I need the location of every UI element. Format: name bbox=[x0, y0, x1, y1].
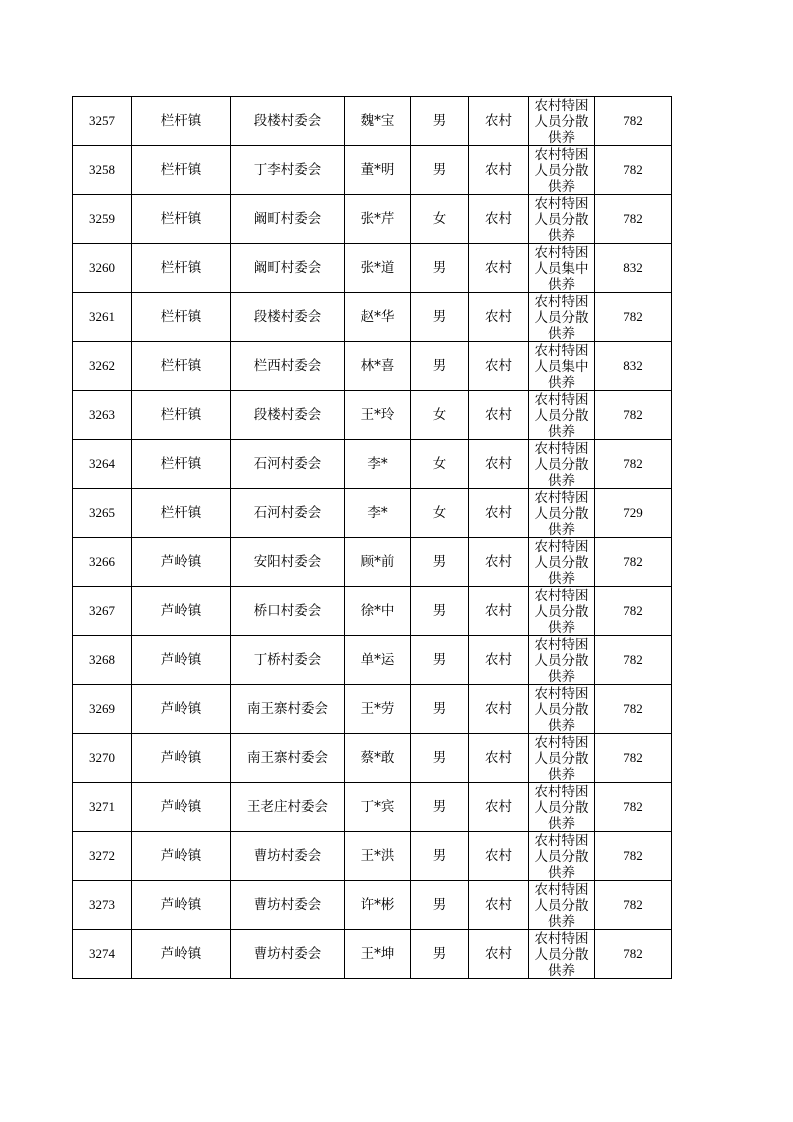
cell-amount: 782 bbox=[595, 930, 672, 979]
support-category-text: 农村特困人员分散供养 bbox=[534, 637, 589, 684]
cell-serial-number: 3261 bbox=[73, 293, 132, 342]
table-row bbox=[73, 342, 672, 391]
cell-town: 芦岭镇 bbox=[132, 538, 231, 587]
cell-residence-type: 农村 bbox=[469, 930, 529, 979]
cell-residence-type: 农村 bbox=[469, 293, 529, 342]
table-row bbox=[73, 146, 672, 195]
cell-support-category bbox=[529, 97, 595, 146]
cell-amount: 782 bbox=[595, 685, 672, 734]
cell-gender: 男 bbox=[411, 685, 469, 734]
cell-gender: 女 bbox=[411, 489, 469, 538]
cell-serial-number: 3257 bbox=[73, 97, 132, 146]
cell-serial-number: 3271 bbox=[73, 783, 132, 832]
table-row bbox=[73, 195, 672, 244]
cell-support-category bbox=[529, 244, 595, 293]
cell-town: 芦岭镇 bbox=[132, 881, 231, 930]
cell-serial-number: 3268 bbox=[73, 636, 132, 685]
cell-amount: 782 bbox=[595, 97, 672, 146]
support-category-text: 农村特困人员分散供养 bbox=[534, 735, 589, 782]
cell-village-committee: 曹坊村委会 bbox=[231, 930, 345, 979]
cell-gender: 男 bbox=[411, 832, 469, 881]
cell-gender: 男 bbox=[411, 587, 469, 636]
cell-support-category bbox=[529, 391, 595, 440]
cell-gender: 男 bbox=[411, 783, 469, 832]
cell-town: 栏杆镇 bbox=[132, 146, 231, 195]
cell-town: 栏杆镇 bbox=[132, 489, 231, 538]
support-category-text: 农村特困人员分散供养 bbox=[534, 931, 589, 978]
table-row bbox=[73, 881, 672, 930]
table-row bbox=[73, 930, 672, 979]
cell-serial-number: 3258 bbox=[73, 146, 132, 195]
cell-residence-type: 农村 bbox=[469, 587, 529, 636]
table-row bbox=[73, 293, 672, 342]
support-category-text: 农村特困人员分散供养 bbox=[534, 147, 589, 194]
cell-amount: 832 bbox=[595, 244, 672, 293]
cell-amount: 782 bbox=[595, 146, 672, 195]
support-category-text: 农村特困人员分散供养 bbox=[534, 196, 589, 243]
cell-gender: 男 bbox=[411, 342, 469, 391]
cell-residence-type: 农村 bbox=[469, 636, 529, 685]
cell-town: 芦岭镇 bbox=[132, 685, 231, 734]
cell-person-name: 董*明 bbox=[345, 146, 411, 195]
support-category-text: 农村特困人员分散供养 bbox=[534, 98, 589, 145]
cell-residence-type: 农村 bbox=[469, 489, 529, 538]
cell-person-name: 林*喜 bbox=[345, 342, 411, 391]
cell-support-category bbox=[529, 489, 595, 538]
support-category-text: 农村特困人员分散供养 bbox=[534, 588, 589, 635]
cell-residence-type: 农村 bbox=[469, 391, 529, 440]
cell-village-committee: 丁桥村委会 bbox=[231, 636, 345, 685]
support-category-text: 农村特困人员分散供养 bbox=[534, 882, 589, 929]
cell-amount: 782 bbox=[595, 783, 672, 832]
cell-amount: 782 bbox=[595, 440, 672, 489]
cell-residence-type: 农村 bbox=[469, 195, 529, 244]
cell-serial-number: 3272 bbox=[73, 832, 132, 881]
table-row bbox=[73, 489, 672, 538]
cell-village-committee: 阚町村委会 bbox=[231, 244, 345, 293]
table-row bbox=[73, 832, 672, 881]
cell-gender: 女 bbox=[411, 440, 469, 489]
table-row bbox=[73, 440, 672, 489]
cell-serial-number: 3270 bbox=[73, 734, 132, 783]
cell-gender: 男 bbox=[411, 97, 469, 146]
cell-person-name: 许*彬 bbox=[345, 881, 411, 930]
cell-amount: 782 bbox=[595, 832, 672, 881]
cell-amount: 782 bbox=[595, 881, 672, 930]
cell-person-name: 王*洪 bbox=[345, 832, 411, 881]
cell-person-name: 张*芹 bbox=[345, 195, 411, 244]
cell-town: 芦岭镇 bbox=[132, 636, 231, 685]
cell-support-category bbox=[529, 146, 595, 195]
cell-residence-type: 农村 bbox=[469, 342, 529, 391]
cell-amount: 782 bbox=[595, 195, 672, 244]
cell-person-name: 李* bbox=[345, 489, 411, 538]
cell-village-committee: 曹坊村委会 bbox=[231, 881, 345, 930]
support-category-text: 农村特困人员分散供养 bbox=[534, 686, 589, 733]
cell-person-name: 徐*中 bbox=[345, 587, 411, 636]
cell-amount: 782 bbox=[595, 293, 672, 342]
cell-serial-number: 3260 bbox=[73, 244, 132, 293]
cell-serial-number: 3259 bbox=[73, 195, 132, 244]
table-row bbox=[73, 734, 672, 783]
cell-amount: 832 bbox=[595, 342, 672, 391]
cell-town: 栏杆镇 bbox=[132, 293, 231, 342]
cell-gender: 男 bbox=[411, 538, 469, 587]
cell-serial-number: 3265 bbox=[73, 489, 132, 538]
cell-person-name: 丁*宾 bbox=[345, 783, 411, 832]
table-row bbox=[73, 244, 672, 293]
cell-serial-number: 3269 bbox=[73, 685, 132, 734]
cell-village-committee: 王老庄村委会 bbox=[231, 783, 345, 832]
cell-support-category bbox=[529, 685, 595, 734]
cell-residence-type: 农村 bbox=[469, 146, 529, 195]
cell-person-name: 魏*宝 bbox=[345, 97, 411, 146]
cell-person-name: 蔡*敢 bbox=[345, 734, 411, 783]
cell-residence-type: 农村 bbox=[469, 881, 529, 930]
cell-support-category bbox=[529, 734, 595, 783]
cell-amount: 782 bbox=[595, 587, 672, 636]
cell-town: 芦岭镇 bbox=[132, 832, 231, 881]
table-row bbox=[73, 391, 672, 440]
cell-village-committee: 曹坊村委会 bbox=[231, 832, 345, 881]
cell-town: 栏杆镇 bbox=[132, 97, 231, 146]
cell-person-name: 王*劳 bbox=[345, 685, 411, 734]
cell-amount: 782 bbox=[595, 538, 672, 587]
cell-village-committee: 段楼村委会 bbox=[231, 293, 345, 342]
cell-village-committee: 石河村委会 bbox=[231, 440, 345, 489]
cell-gender: 男 bbox=[411, 734, 469, 783]
cell-gender: 男 bbox=[411, 293, 469, 342]
cell-support-category bbox=[529, 342, 595, 391]
cell-gender: 男 bbox=[411, 146, 469, 195]
cell-support-category bbox=[529, 538, 595, 587]
table-row bbox=[73, 783, 672, 832]
cell-gender: 男 bbox=[411, 930, 469, 979]
cell-residence-type: 农村 bbox=[469, 538, 529, 587]
table-row bbox=[73, 538, 672, 587]
cell-town: 栏杆镇 bbox=[132, 195, 231, 244]
cell-town: 芦岭镇 bbox=[132, 930, 231, 979]
cell-residence-type: 农村 bbox=[469, 685, 529, 734]
cell-serial-number: 3274 bbox=[73, 930, 132, 979]
cell-support-category bbox=[529, 636, 595, 685]
cell-residence-type: 农村 bbox=[469, 244, 529, 293]
cell-town: 栏杆镇 bbox=[132, 440, 231, 489]
cell-town: 栏杆镇 bbox=[132, 244, 231, 293]
cell-village-committee: 丁李村委会 bbox=[231, 146, 345, 195]
cell-serial-number: 3266 bbox=[73, 538, 132, 587]
cell-village-committee: 安阳村委会 bbox=[231, 538, 345, 587]
cell-town: 栏杆镇 bbox=[132, 342, 231, 391]
cell-amount: 782 bbox=[595, 636, 672, 685]
cell-town: 芦岭镇 bbox=[132, 734, 231, 783]
support-category-text: 农村特困人员分散供养 bbox=[534, 539, 589, 586]
cell-amount: 782 bbox=[595, 734, 672, 783]
cell-support-category bbox=[529, 440, 595, 489]
cell-gender: 男 bbox=[411, 244, 469, 293]
table-row bbox=[73, 587, 672, 636]
cell-serial-number: 3264 bbox=[73, 440, 132, 489]
cell-amount: 729 bbox=[595, 489, 672, 538]
cell-amount: 782 bbox=[595, 391, 672, 440]
cell-village-committee: 阚町村委会 bbox=[231, 195, 345, 244]
cell-serial-number: 3267 bbox=[73, 587, 132, 636]
cell-person-name: 李* bbox=[345, 440, 411, 489]
cell-gender: 男 bbox=[411, 881, 469, 930]
support-category-text: 农村特困人员分散供养 bbox=[534, 784, 589, 831]
support-category-text: 农村特困人员分散供养 bbox=[534, 441, 589, 488]
cell-support-category bbox=[529, 587, 595, 636]
cell-village-committee: 段楼村委会 bbox=[231, 97, 345, 146]
table-row bbox=[73, 636, 672, 685]
cell-residence-type: 农村 bbox=[469, 97, 529, 146]
support-category-text: 农村特困人员集中供养 bbox=[534, 245, 589, 292]
cell-village-committee: 段楼村委会 bbox=[231, 391, 345, 440]
cell-town: 芦岭镇 bbox=[132, 587, 231, 636]
support-category-text: 农村特困人员分散供养 bbox=[534, 294, 589, 341]
cell-residence-type: 农村 bbox=[469, 734, 529, 783]
table-row bbox=[73, 685, 672, 734]
cell-residence-type: 农村 bbox=[469, 440, 529, 489]
support-category-text: 农村特困人员分散供养 bbox=[534, 490, 589, 537]
cell-person-name: 赵*华 bbox=[345, 293, 411, 342]
cell-gender: 男 bbox=[411, 636, 469, 685]
cell-gender: 女 bbox=[411, 391, 469, 440]
cell-person-name: 王*坤 bbox=[345, 930, 411, 979]
cell-village-committee: 桥口村委会 bbox=[231, 587, 345, 636]
cell-town: 栏杆镇 bbox=[132, 391, 231, 440]
cell-village-committee: 栏西村委会 bbox=[231, 342, 345, 391]
cell-serial-number: 3273 bbox=[73, 881, 132, 930]
cell-person-name: 顾*前 bbox=[345, 538, 411, 587]
cell-village-committee: 石河村委会 bbox=[231, 489, 345, 538]
cell-person-name: 单*运 bbox=[345, 636, 411, 685]
cell-village-committee: 南王寨村委会 bbox=[231, 734, 345, 783]
cell-residence-type: 农村 bbox=[469, 832, 529, 881]
cell-support-category bbox=[529, 930, 595, 979]
cell-support-category bbox=[529, 783, 595, 832]
cell-residence-type: 农村 bbox=[469, 783, 529, 832]
cell-town: 芦岭镇 bbox=[132, 783, 231, 832]
cell-person-name: 张*道 bbox=[345, 244, 411, 293]
cell-person-name: 王*玲 bbox=[345, 391, 411, 440]
cell-support-category bbox=[529, 293, 595, 342]
beneficiary-table bbox=[72, 96, 672, 979]
cell-gender: 女 bbox=[411, 195, 469, 244]
cell-support-category bbox=[529, 195, 595, 244]
cell-serial-number: 3263 bbox=[73, 391, 132, 440]
support-category-text: 农村特困人员分散供养 bbox=[534, 392, 589, 439]
support-category-text: 农村特困人员分散供养 bbox=[534, 833, 589, 880]
cell-support-category bbox=[529, 832, 595, 881]
support-category-text: 农村特困人员集中供养 bbox=[534, 343, 589, 390]
cell-village-committee: 南王寨村委会 bbox=[231, 685, 345, 734]
cell-support-category bbox=[529, 881, 595, 930]
cell-serial-number: 3262 bbox=[73, 342, 132, 391]
table-row bbox=[73, 97, 672, 146]
